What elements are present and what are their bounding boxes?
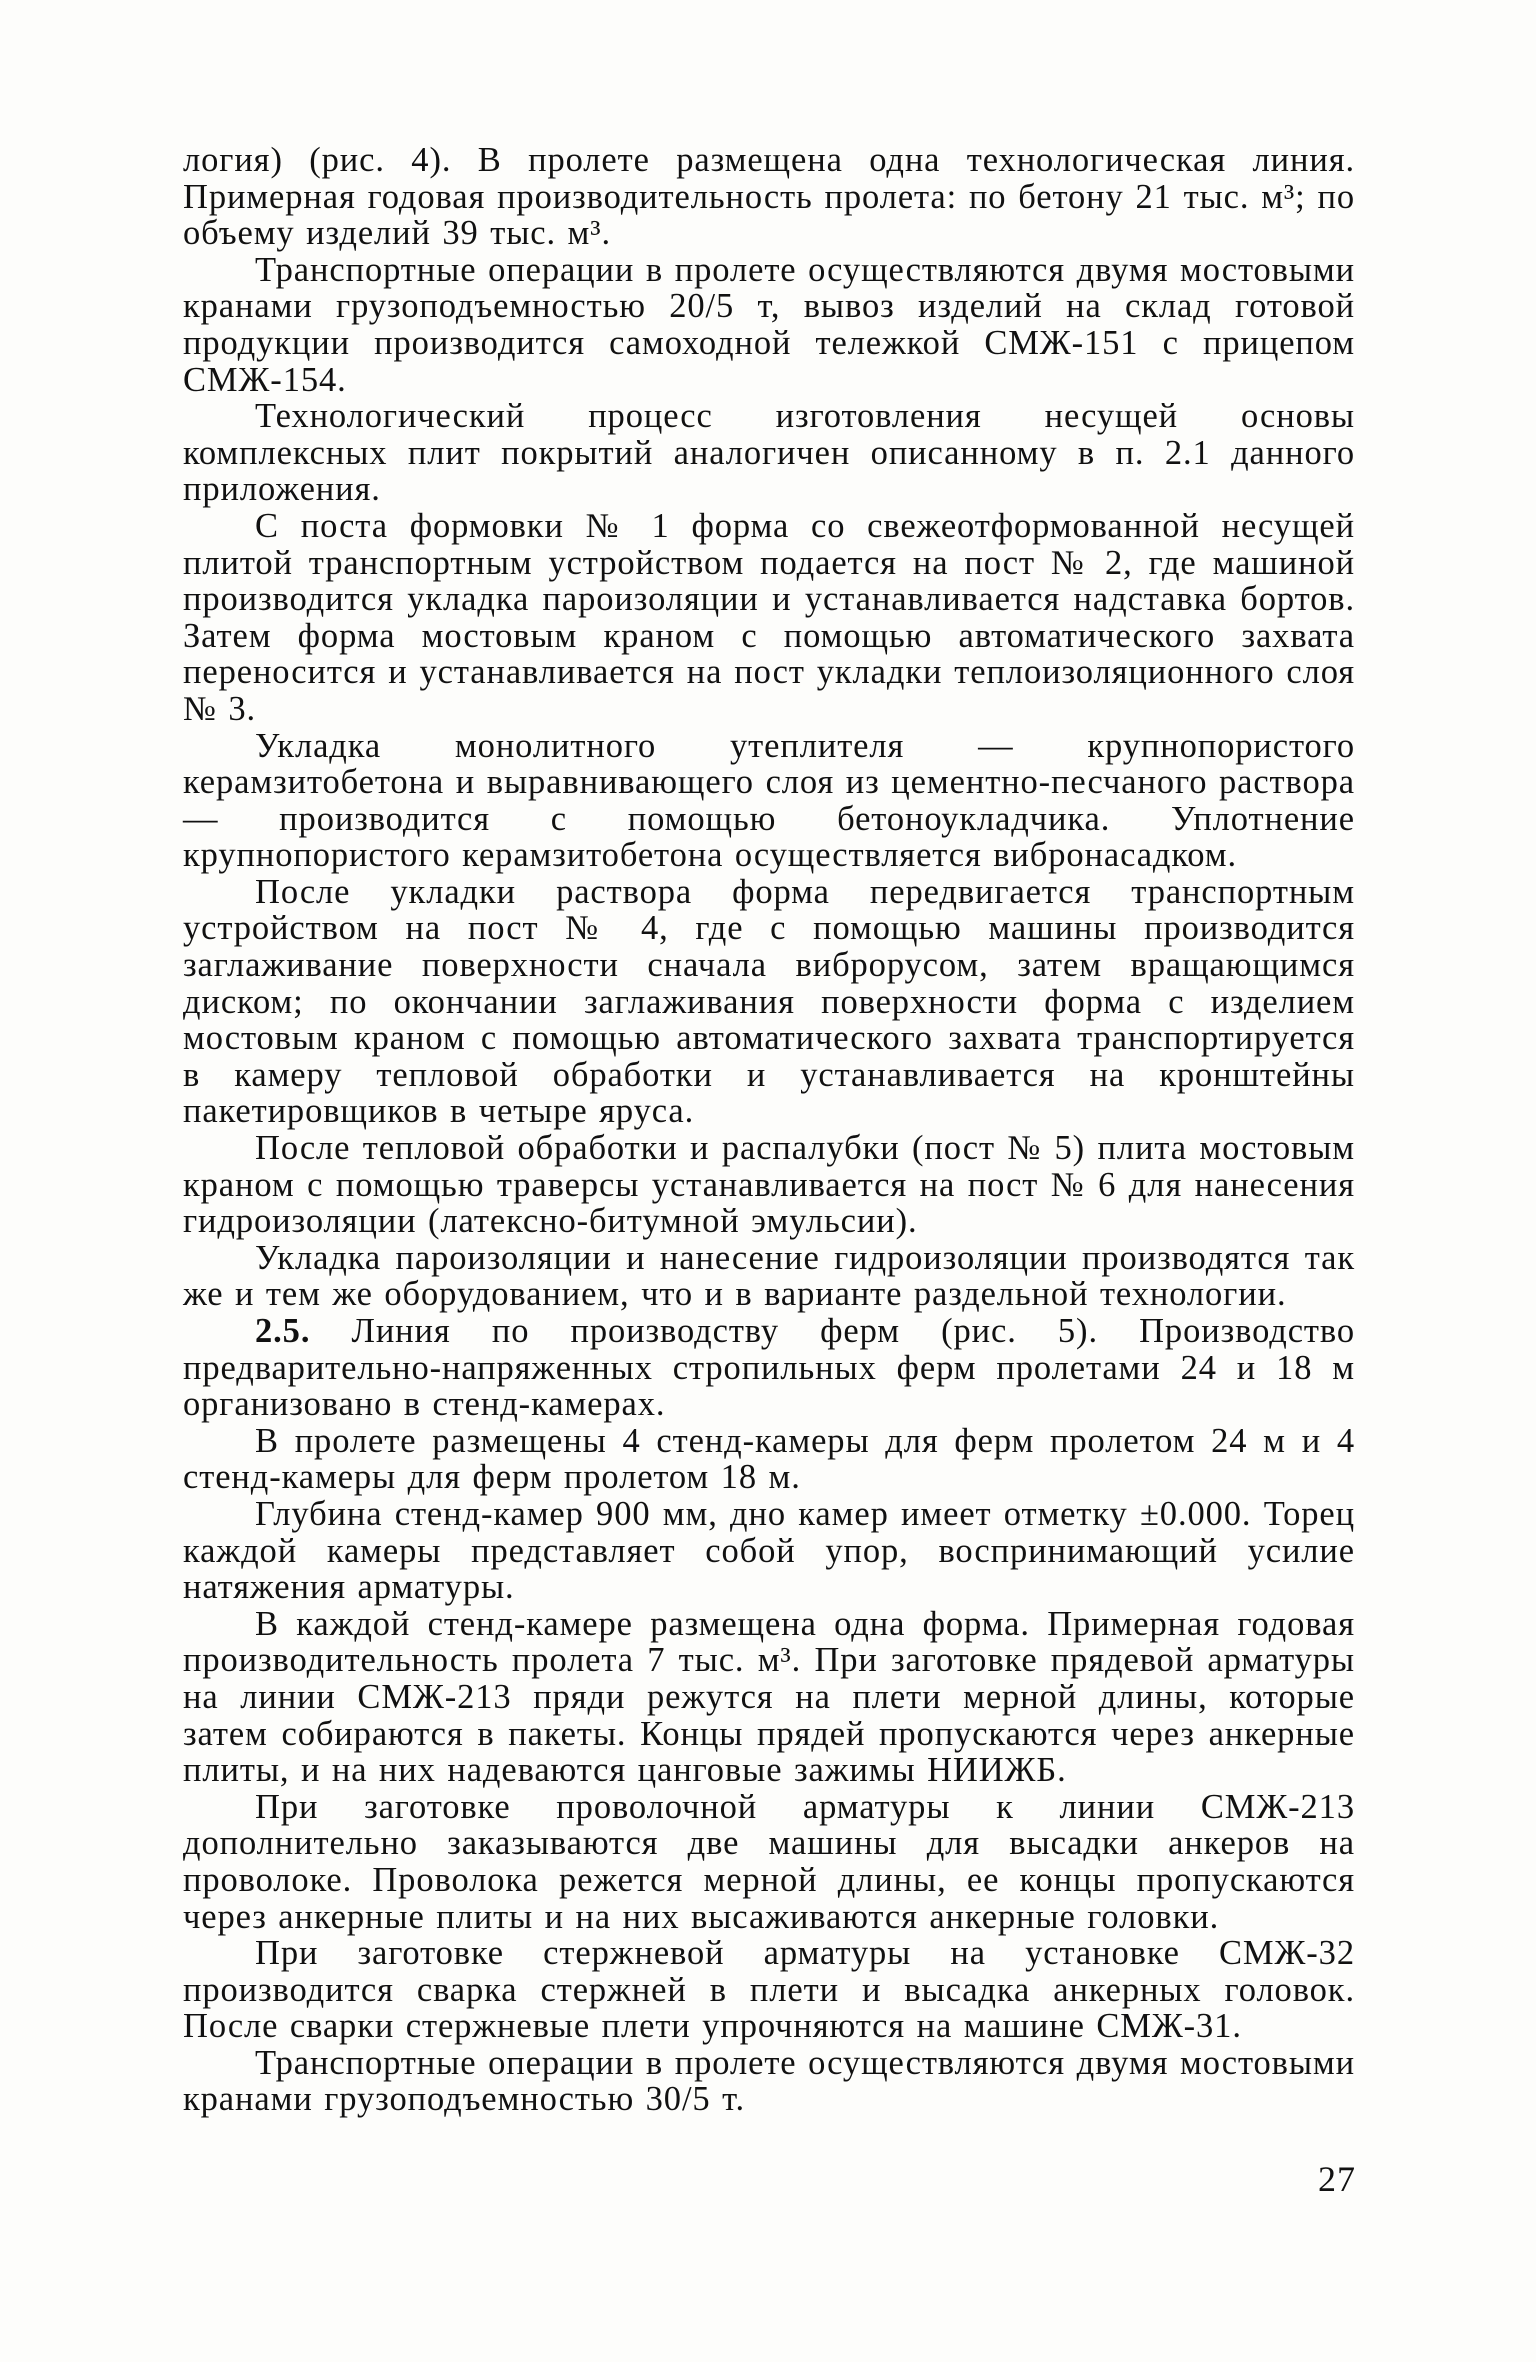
- paragraph-rod-reinforcement: При заготовке стержневой арматуры на установке СМЖ-32 производится сварка стержней в плети и высадка анкерных головок. После сварки стержневые плети упрочняются на машине СМЖ-31.: [183, 1934, 1355, 2046]
- paragraph-transport-operations: Транспортные операции в пролете осуществляются двумя мостовыми кранами грузоподъемностью 20/5 т, вывоз изделий на склад готовой продукции производится самоходной тележкой СМЖ-151 с прицепом СМЖ-154.: [183, 250, 1355, 399]
- body-text: [183, 142, 1355, 2118]
- paragraph-mortar-laying: После укладки раствора форма передвигается транспортным устройством на пост № 4, где с помощью машины производится заглаживание поверхности сначала виброрусом, затем вращающимся диском; по окончании заглаживания поверхности форма с изделием мостовым краном с помощью автоматического захвата транспортируется в камеру тепловой обработки и устанавливается на кронштейны пакетировщиков в четыре яруса.: [183, 872, 1355, 1131]
- paragraph-vapor-barrier: Укладка пароизоляции и нанесение гидроизоляции производятся так же и тем же оборудованием, что и в варианте раздельной технологии.: [183, 1238, 1355, 1314]
- section-number: 2.5.: [255, 1312, 311, 1350]
- page-number: 27: [1318, 2159, 1356, 2199]
- paragraph-stand-chambers: В пролете размещены 4 стенд-камеры для ферм пролетом 24 м и 4 стенд-камеры для ферм пролетом 18 м.: [183, 1421, 1355, 1497]
- paragraph-technological-process: Технологический процесс изготовления несущей основы комплексных плит покрытий аналогичен описанному в п. 2.1 данного приложения.: [183, 397, 1355, 509]
- paragraph-cranes: Транспортные операции в пролете осуществляются двумя мостовыми кранами грузоподъемностью 30/5 т.: [183, 2043, 1355, 2119]
- paragraph-forming-post: С поста формовки № 1 форма со свежеотформованной несущей плитой транспортным устройством подается на пост № 2, где машиной производится укладка пароизоляции и устанавливается надставка бортов. Затем форма мостовым краном с помощью автоматического захвата переносится и устанавливается на пост укладки теплоизоляционного слоя № 3.: [183, 506, 1355, 728]
- paragraph-wire-reinforcement: При заготовке проволочной арматуры к линии СМЖ-213 дополнительно заказываются две машины для высадки анкеров на проволоке. Проволока режется мерной длины, ее концы пропускаются через анкерные плиты и на них высаживаются анкерные головки.: [183, 1787, 1355, 1936]
- paragraph-strand-reinforcement: В каждой стенд-камере размещена одна форма. Примерная годовая производительность пролета 7 тыс. м³. При заготовке прядевой арматуры на линии СМЖ-213 пряди режутся на плети мерной длины, которые затем собираются в пакеты. Концы прядей пропускаются через анкерные плиты, и на них надеваются цанговые зажимы НИИЖБ.: [183, 1604, 1355, 1790]
- paragraph-insulation-laying: Укладка монолитного утеплителя — крупнопористого керамзитобетона и выравнивающего слоя из цементно-песчаного раствора — производится с помощью бетоноукладчика. Уплотнение крупнопористого керамзитобетона осуществляется вибронасадком.: [183, 726, 1355, 875]
- paragraph-heat-treatment: После тепловой обработки и распалубки (пост № 5) плита мостовым краном с помощью траверсы устанавливается на пост № 6 для нанесения гидроизоляции (латексно-битумной эмульсии).: [183, 1129, 1355, 1241]
- paragraph-chamber-depth: Глубина стенд-камер 900 мм, дно камер имеет отметку ±0.000. Торец каждой камеры представляет собой упор, воспринимающий усилие натяжения арматуры.: [183, 1494, 1355, 1607]
- paragraph-continuation: логия) (рис. 4). В пролете размещена одна технологическая линия. Примерная годовая производительность пролета: по бетону 21 тыс. м³; по объему изделий 39 тыс. м³.: [183, 141, 1355, 253]
- section-text: Линия по производству ферм (рис. 5). Производство предварительно-напряженных стропильных ферм пролетами 24 и 18 м организовано в стенд-камерах.: [183, 1312, 1355, 1424]
- paragraph-section-2-5: [183, 1313, 1355, 1423]
